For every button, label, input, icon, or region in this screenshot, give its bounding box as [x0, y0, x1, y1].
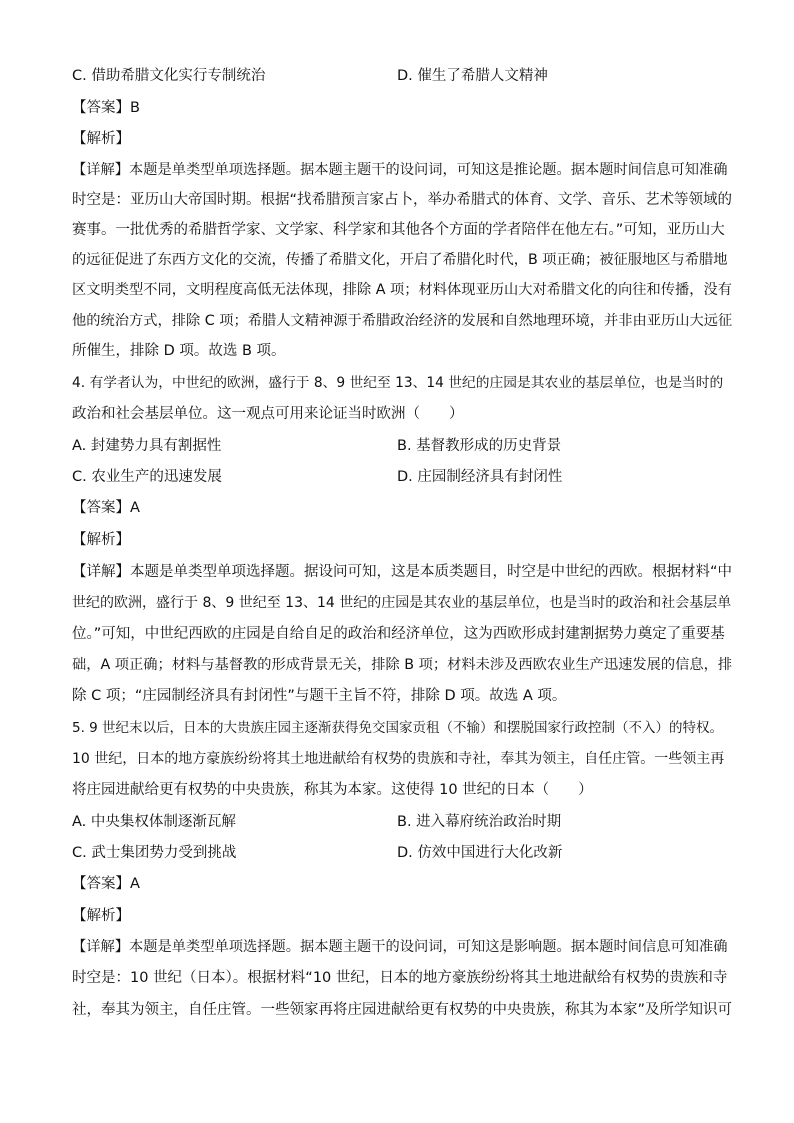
q5-option-b: B. 进入幕府统治政治时期	[397, 814, 562, 830]
q4-stem-line: 4. 有学者认为，中世纪的欧洲，盛行于 8、9 世纪至 13、14 世纪的庄园是其农业的基层单位，也是当时的	[72, 375, 724, 391]
q3-analysis-label: 【解析】	[72, 131, 130, 147]
q5-option-d: D. 仿效中国进行大化改新	[397, 845, 563, 861]
q5-stem-line: 5. 9 世纪末以后，日本的大贵族庄园主逐渐获得免交国家贡租（不输）和摆脱国家行政控制（不入）的特权。	[72, 720, 724, 736]
q5-detail-line: 时空是：10 世纪（日本）。根据材料“10 世纪，日本的地方豪族纷纷将其土地进献给有权势的贵族和寺	[72, 970, 728, 986]
q5-detail-line: 社，奉其为领主，自任庄管。一些领家再将庄园进献给更有权势的中央贵族，称其为本家”及所学知识可	[72, 1002, 733, 1018]
q4-option-c: C. 农业生产的迅速发展	[72, 469, 222, 485]
q3-detail-line: 【详解】本题是单类型单项选择题。据本题主题干的设问词，可知这是推论题。据本题时间信息可知准确	[72, 162, 728, 178]
q4-detail-line: 世纪的欧洲，盛行于 8、9 世纪至 13、14 世纪的庄园是其农业的基层单位，也是当时的政治和社会基层单	[72, 595, 732, 611]
q5-option-c: C. 武士集团势力受到挑战	[72, 845, 237, 861]
q4-stem-line: 政治和社会基层单位。这一观点可用来论证当时欧洲（ ）	[72, 406, 464, 422]
q4-detail-line: 除 C 项；“庄园制经济具有封闭性”与题干主旨不符，排除 D 项。故选 A 项。	[72, 688, 567, 704]
q5-answer: 【答案】A	[72, 876, 140, 892]
q3-answer: 【答案】B	[72, 100, 140, 116]
q5-option-a: A. 中央集权体制逐渐瓦解	[72, 814, 236, 830]
q5-detail-line: 【详解】本题是单类型单项选择题。据本题主题干的设问词，可知这是影响题。据本题时间信息可知准确	[72, 939, 728, 955]
q3-option-c: C. 借助希腊文化实行专制统治	[72, 68, 266, 84]
q3-detail-line: 他的统治方式，排除 C 项；希腊人文精神源于希腊政治经济的发展和自然地理环境，并非由亚历山大远征	[72, 313, 733, 329]
q4-detail-line: 【详解】本题是单类型单项选择题。据设问可知，这是本质类题目，时空是中世纪的西欧。根据材料“中	[72, 564, 733, 580]
q3-detail-line: 区文明类型不同，文明程度高低无法体现，排除 A 项；材料体现亚历山大对希腊文化的向往和传播，没有	[72, 282, 733, 298]
q4-option-a: A. 封建势力具有割据性	[72, 438, 222, 454]
q4-answer: 【答案】A	[72, 500, 140, 516]
q5-stem-line: 10 世纪，日本的地方豪族纷纷将其土地进献给有权势的贵族和寺社，奉其为领主，自任庄管。一些领主再	[72, 751, 725, 767]
q4-option-b: B. 基督教形成的历史背景	[397, 438, 562, 454]
q5-stem-line: 将庄园进献给更有权势的中央贵族，称其为本家。这使得 10 世纪的日本（ ）	[72, 782, 593, 798]
q3-detail-line: 赛事。一批优秀的希腊哲学家、文学家、科学家和其他各个方面的学者陪伴在他左右。”可知，亚历山大	[72, 222, 725, 238]
q4-analysis-label: 【解析】	[72, 532, 130, 548]
q5-analysis-label: 【解析】	[72, 908, 130, 924]
q3-detail-line: 所催生，排除 D 项。故选 B 项。	[72, 343, 286, 359]
q4-detail-line: 础，A 项正确；材料与基督教的形成背景无关，排除 B 项；材料未涉及西欧农业生产迅速发展的信息，排	[72, 657, 733, 673]
q3-detail-line: 的远征促进了东西方文化的交流，传播了希腊文化，开启了希腊化时代，B 项正确；被征服地区与希腊地	[72, 252, 728, 268]
q4-detail-line: 位。”可知，中世纪西欧的庄园是自给自足的政治和经济单位，这为西欧形成封建割据势力奠定了重要基	[72, 626, 725, 642]
q3-option-d: D. 催生了希腊人文精神	[397, 68, 548, 84]
q3-detail-line: 时空是：亚历山大帝国时期。根据“找希腊预言家占卜，举办希腊式的体育、文学、音乐、艺术等领域的	[72, 192, 733, 208]
q4-option-d: D. 庄园制经济具有封闭性	[397, 469, 563, 485]
